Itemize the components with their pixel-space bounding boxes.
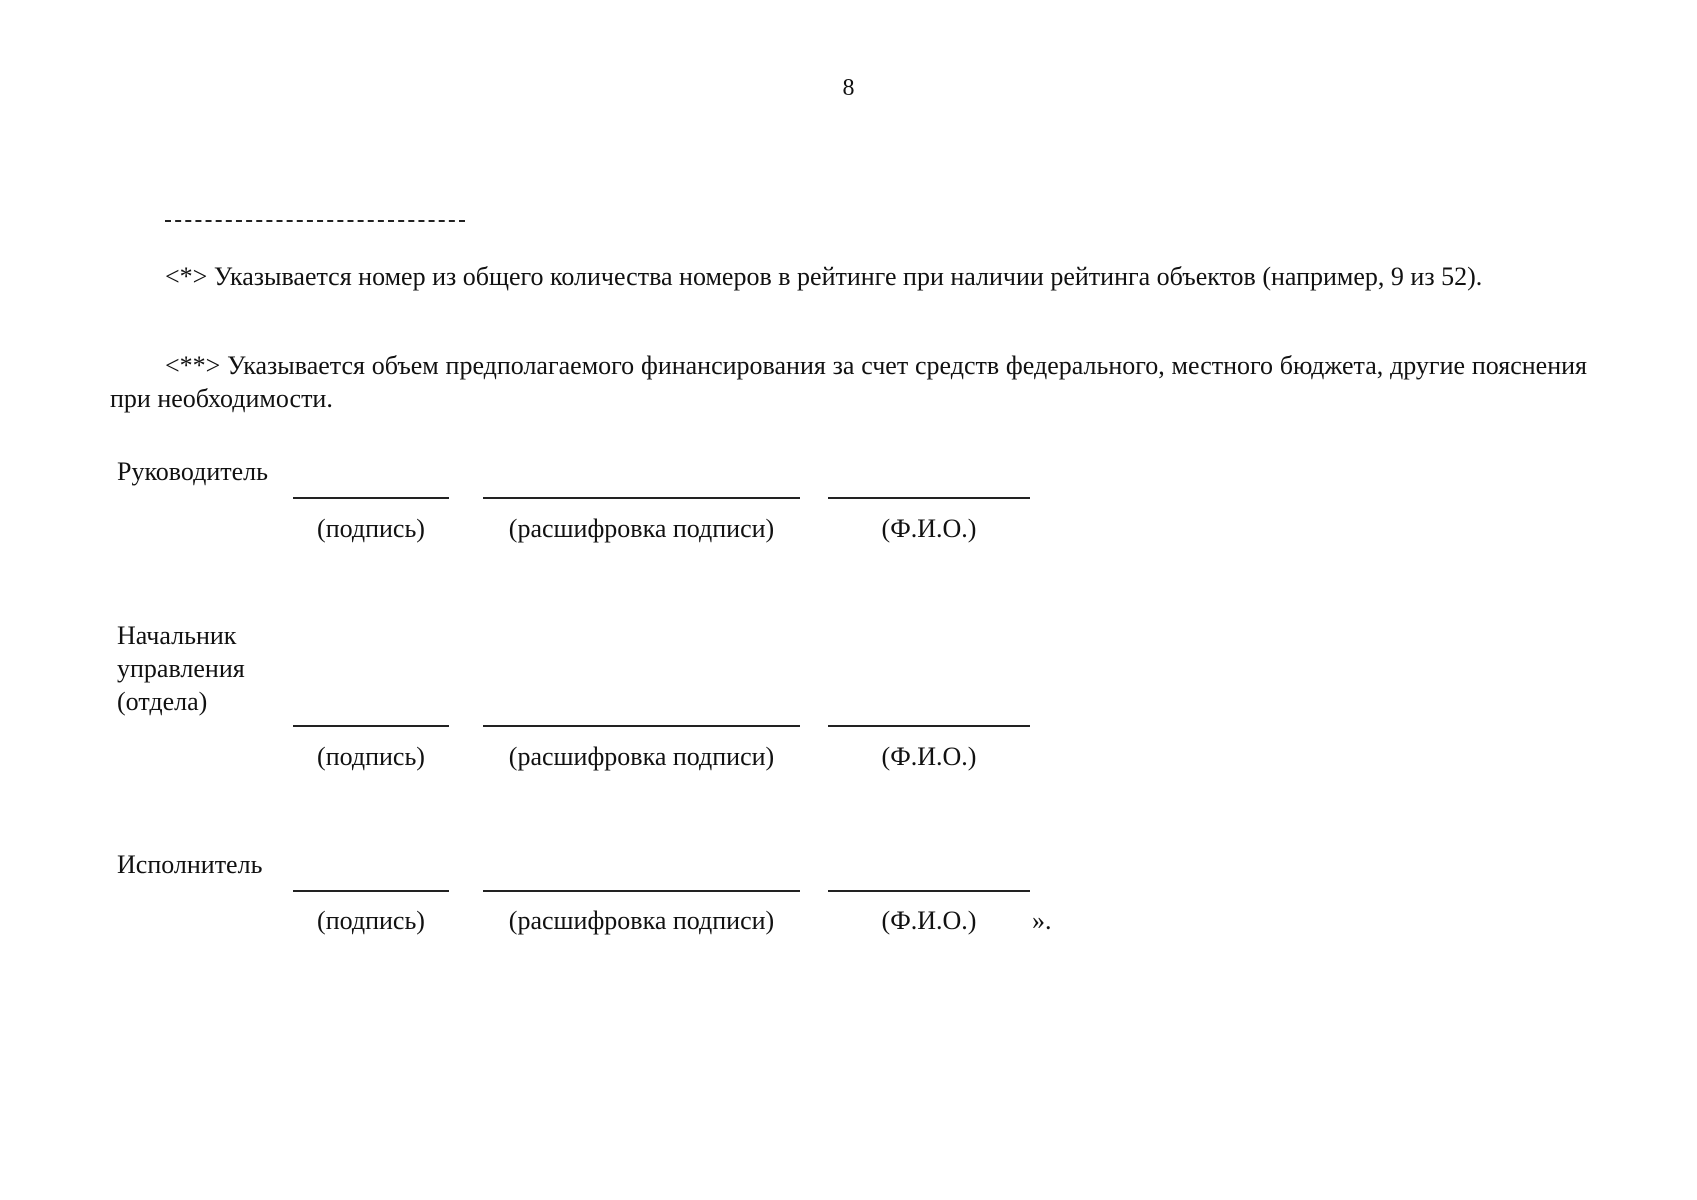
signature-role-label: Начальник управления (отдела) [117,621,245,716]
signature-line [293,497,449,499]
signature-transcript-line [483,497,800,499]
full-name-line [828,497,1030,499]
signature-line [293,725,449,727]
signature-caption: (подпись) [317,742,425,771]
signature-transcript-line [483,890,800,892]
signature-role-label: Руководитель [117,457,268,486]
signature-line [293,890,449,892]
signature-role-label: Исполнитель [117,850,263,879]
page-number: 8 [842,75,855,101]
full-name-caption: (Ф.И.О.) [881,906,977,935]
signature-transcript-line [483,725,800,727]
full-name-line [828,725,1030,727]
footnote-financing: <**> Указывается объем предполагаемого финансирования за счет средств федерального, местного бюджета, другие пояснения при необходимости. [110,351,1587,413]
full-name-line [828,890,1030,892]
signature-caption: (подпись) [317,906,425,935]
full-name-caption: (Ф.И.О.) [881,742,977,771]
signature-transcript-caption: (расшифровка подписи) [508,742,775,771]
signature-transcript-caption: (расшифровка подписи) [508,906,775,935]
signature-caption: (подпись) [317,514,425,543]
signature-transcript-caption: (расшифровка подписи) [508,514,775,543]
closing-quote: ». [1032,906,1052,935]
footnote-separator [165,220,465,222]
footnote-rating: <*> Указывается номер из общего количества номеров в рейтинге при наличии рейтинга объектов (например, 9 из 52). [165,262,1483,291]
full-name-caption: (Ф.И.О.) [881,514,977,543]
